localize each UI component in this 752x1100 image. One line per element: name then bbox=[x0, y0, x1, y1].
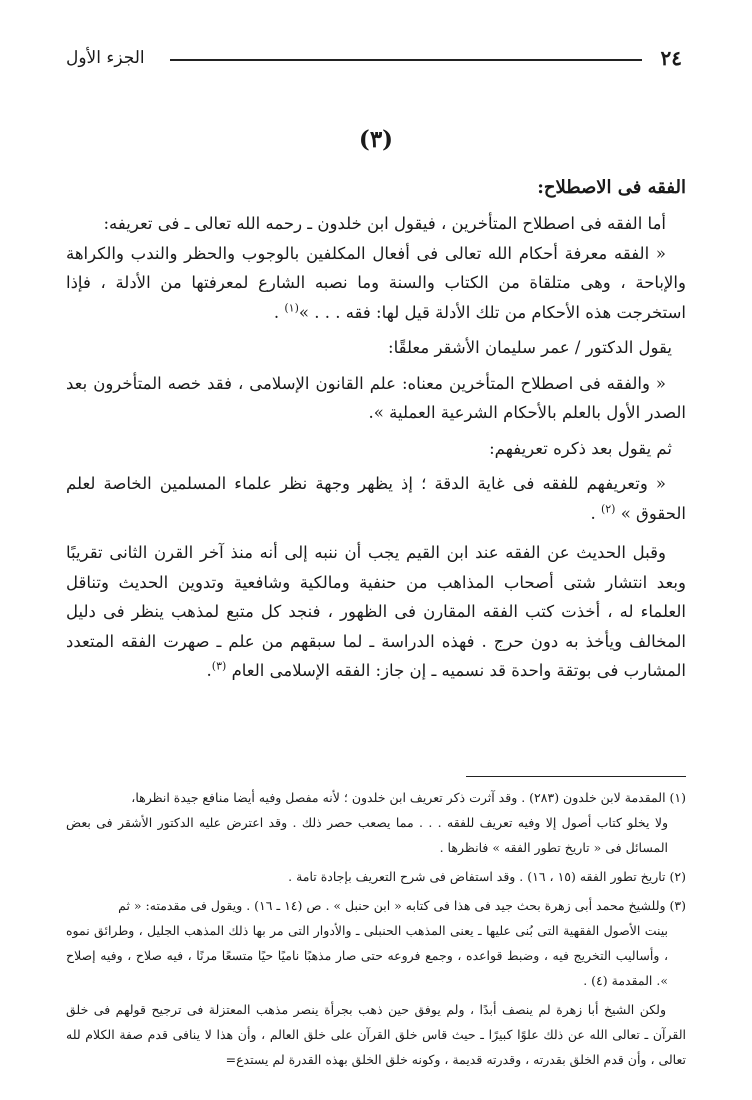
footnote-3: (٣) وللشيخ محمد أبى زهرة بحث جيد فى هذا فى كتابه « ابن حنبل » . ص (١٤ ـ ١٦) . ويقول فى مقدمته: « ثم bbox=[118, 898, 686, 913]
quote-text: « وتعريفهم للفقه فى غاية الدقة ؛ إذ يظهر وجهة نظر علماء المسلمين الخاصة لعلم الحقوق » bbox=[66, 474, 686, 523]
footnote-3-comment: ولكن الشيخ أبا زهرة لم ينصف أبدًا ، ولم يوفق حين ذهب بجرأة ينصر مذهب المعتزلة فى ترجيح قولهم فى خلق القرآن ـ تعالى الله عن ذلك علوًا كبيرًا ـ حيث قاس خلق القرآن على خلق العالم ، وأن هذا لا ينافى قدم صفة الكلام لله تعالى ، وأن قدم الخلق بقدرته ، وقدرته قديمة ، وكونه خلق الخلق بهذه القدرة لم يستدع= bbox=[66, 1002, 686, 1067]
page-header bbox=[66, 44, 682, 74]
footnote-1: (١) المقدمة لابن خلدون (٢٨٣) . وقد آثرت ذكر تعريف ابن خلدون ؛ لأنه مفصل وفيه أيضا منافع جيدة انظرها، bbox=[131, 790, 686, 805]
paragraph-ibn-qayyim bbox=[66, 538, 686, 686]
quote-ibn-khaldun bbox=[66, 239, 686, 328]
running-title: الجزء الأول bbox=[66, 48, 145, 68]
section-number: (٣) bbox=[358, 126, 394, 153]
paragraph-end: . bbox=[206, 661, 212, 680]
footnote-ref-1: (١) bbox=[284, 301, 299, 314]
paragraph-text: وقبل الحديث عن الفقه عند ابن القيم يجب أن ننبه إلى أنه منذ آخر القرن الثانى تقريبًا وبعد انتشار شتى أصحاب المذاهب من حنفية ومالكية وشافعية وتدوين الحديث وتناقل العلماء له ، أخذت كتب الفقه المقارن فى الظهور ، فنجد كل متبع لمذهب ينظر فى دليل المخالف ويأخذ به دون حرج . فهذه الدراسة ـ لما سبقهم من علم ـ صهرت الفقه المتعدد المشارب فى بوتقة واحدة قد نسميه ـ إن جاز: الفقه الإسلامى العام bbox=[66, 543, 686, 680]
footnote-3-continued: بينت الأصول الفقهية التى بُنى عليها ـ يعنى المذهب الحنبلى ـ والأدوار التى مر بها ذلك المذهب الجليل ، وطرائق نموه ، وأساليب التخريج فيه ، وضبط قواعده ، وجمع فروعه حتى صار مذهبًا ناميًا حيًا متسعًا مرنًا ، فيه صلاح ، وفيه إصلاح ». المقدمة (٤) . bbox=[66, 923, 668, 988]
paragraph-ashqar-intro: يقول الدكتور / عمر سليمان الأشقر معلقًا: bbox=[388, 338, 672, 357]
quote-definition-precision bbox=[66, 469, 686, 528]
footnote-ref-3: (٣) bbox=[211, 659, 227, 673]
footnote-separator bbox=[466, 776, 686, 777]
footnote-ref-2: (٢) bbox=[600, 502, 616, 515]
main-text bbox=[66, 209, 686, 686]
section-heading: الفقه فى الاصطلاح: bbox=[537, 177, 686, 198]
footnote-2: (٢) تاريخ تطور الفقه (١٥ ، ١٦) . وقد استفاض فى شرح التعريف بإجادة تامة . bbox=[288, 869, 686, 884]
quote-ashqar: « والفقه فى اصطلاح المتأخرين معناه: علم القانون الإسلامى ، فقد خصه المتأخرون بعد الصدر الأول بالعلم بالأحكام الشرعية العملية ». bbox=[66, 373, 686, 422]
quote-text: « الفقه معرفة أحكام الله تعالى فى أفعال المكلفين بالوجوب والحظر والندب والكراهة والإباحة ، وهى متلقاة من الكتاب والسنة وما نصبه الشارع لمعرفتها من الأدلة ، فإذا استخرجت هذه الأحكام من تلك الأدلة قيل لها: فقه . . . » bbox=[66, 243, 686, 322]
quote-end: . bbox=[590, 503, 601, 523]
footnote-1-continued: ولا يخلو كتاب أصول إلا وفيه تعريف للفقه . . . مما يصعب حصر ذلك . وقد اعترض عليه الدكتور الأشقر فى بعض المسائل فى « تاريخ تطور الفقه » فانظرها . bbox=[66, 815, 668, 855]
quote-end: . bbox=[273, 302, 285, 322]
paragraph-intro: أما الفقه فى اصطلاح المتأخرين ، فيقول ابن خلدون ـ رحمه الله تعالى ـ فى تعريفه: bbox=[103, 214, 666, 233]
paragraph-then: ثم يقول بعد ذكره تعريفهم: bbox=[489, 438, 672, 458]
header-rule bbox=[170, 59, 642, 61]
page-number: ٢٤ bbox=[660, 46, 682, 70]
footnotes bbox=[66, 785, 686, 1072]
